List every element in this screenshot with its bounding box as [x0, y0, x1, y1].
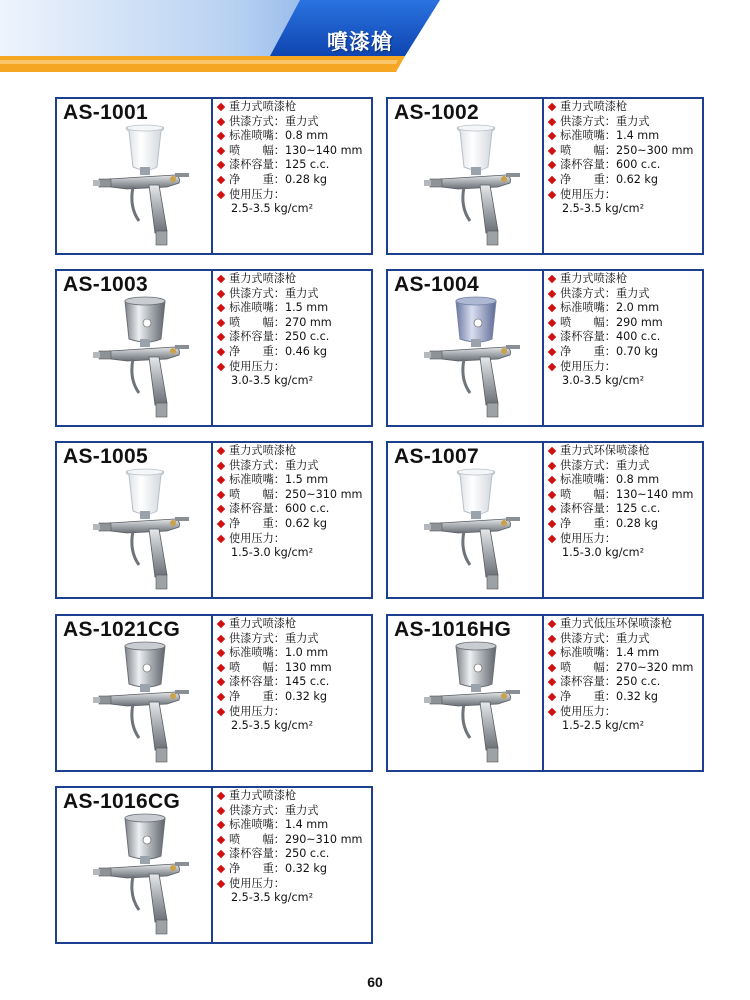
red-diamond-bullet-icon — [217, 447, 225, 455]
red-diamond-bullet-icon — [548, 447, 556, 455]
red-diamond-bullet-icon — [548, 147, 556, 155]
red-diamond-bullet-icon — [217, 678, 225, 686]
spec-value: 270 mm — [284, 315, 332, 329]
model-number: AS-1016CG — [63, 790, 181, 813]
red-diamond-bullet-icon — [217, 806, 225, 814]
product-card — [386, 614, 704, 772]
spec-label: 供漆方式： — [229, 631, 285, 645]
red-diamond-bullet-icon — [548, 362, 556, 370]
model-number: AS-1001 — [63, 101, 148, 124]
spec-label: 供漆方式： — [560, 286, 616, 300]
spec-label: 供漆方式： — [229, 458, 285, 472]
spec-value: 125 c.c. — [615, 502, 661, 516]
spec-line — [217, 360, 373, 375]
spec-label: 漆杯容量： — [560, 675, 616, 689]
spec-value: 145 c.c. — [284, 675, 330, 689]
spec-line — [548, 287, 704, 302]
red-diamond-bullet-icon — [217, 476, 225, 484]
page-title: 噴漆槍 — [327, 30, 393, 54]
spec-value: 重力式 — [284, 114, 319, 128]
spec-line — [217, 316, 373, 331]
red-diamond-bullet-icon — [217, 348, 225, 356]
page-number: 60 — [367, 974, 383, 990]
spec-line — [217, 833, 373, 848]
spec-label: 使用压力： — [560, 531, 616, 545]
spec-label: 标准喷嘴： — [229, 301, 285, 315]
spec-value: 250 c.c. — [615, 675, 661, 689]
model-number: AS-1007 — [394, 445, 479, 468]
spec-line — [217, 301, 373, 316]
spec-label: 供漆方式： — [560, 631, 616, 645]
spec-label: 喷 幅： — [229, 315, 285, 329]
spec-line — [217, 877, 373, 892]
model-number: AS-1002 — [394, 101, 479, 124]
red-diamond-bullet-icon — [548, 620, 556, 628]
spec-list — [548, 444, 704, 561]
red-diamond-bullet-icon — [548, 634, 556, 642]
spec-line — [548, 675, 704, 690]
spec-pressure-value: 3.0-3.5 kg/cm² — [231, 374, 314, 388]
spec-value: 0.32 kg — [284, 689, 327, 703]
red-diamond-bullet-icon — [217, 649, 225, 657]
spec-value: 0.28 kg — [284, 172, 327, 186]
spec-label: 重力式喷漆枪 — [229, 272, 297, 285]
spec-value: 130 mm — [284, 660, 332, 674]
spec-label: 供漆方式： — [560, 458, 616, 472]
spec-line — [217, 675, 373, 690]
spec-label: 供漆方式： — [229, 803, 285, 817]
spec-label: 喷 幅： — [229, 660, 285, 674]
red-diamond-bullet-icon — [217, 664, 225, 672]
spec-value: 0.8 mm — [615, 473, 660, 487]
red-diamond-bullet-icon — [217, 693, 225, 701]
spec-label: 喷 幅： — [560, 660, 616, 674]
product-image-area — [57, 443, 213, 597]
spec-label: 喷 幅： — [560, 487, 616, 501]
spec-label: 标准喷嘴： — [229, 473, 285, 487]
red-diamond-bullet-icon — [548, 693, 556, 701]
spec-value: 0.70 kg — [615, 344, 658, 358]
product-image-area — [57, 788, 213, 942]
spec-line — [548, 617, 704, 632]
spec-value: 400 c.c. — [615, 330, 661, 344]
red-diamond-bullet-icon — [548, 176, 556, 184]
red-diamond-bullet-icon — [548, 664, 556, 672]
spray-gun-image — [418, 640, 536, 768]
spec-value: 250~310 mm — [284, 487, 363, 501]
spec-label: 漆杯容量： — [229, 158, 285, 172]
red-diamond-bullet-icon — [217, 362, 225, 370]
spec-value: 0.32 kg — [284, 861, 327, 875]
red-diamond-bullet-icon — [217, 850, 225, 858]
red-diamond-bullet-icon — [217, 505, 225, 513]
spec-label: 供漆方式： — [560, 114, 616, 128]
red-diamond-bullet-icon — [217, 117, 225, 125]
spec-value: 0.32 kg — [615, 689, 658, 703]
red-diamond-bullet-icon — [548, 649, 556, 657]
spec-label: 喷 幅： — [560, 143, 616, 157]
spec-line — [217, 488, 373, 503]
spec-label: 漆杯容量： — [560, 330, 616, 344]
spec-line — [548, 459, 704, 474]
spec-value: 600 c.c. — [615, 158, 661, 172]
spec-line — [217, 188, 373, 203]
spec-line — [217, 661, 373, 676]
red-diamond-bullet-icon — [548, 333, 556, 341]
spec-value: 130~140 mm — [284, 143, 363, 157]
red-diamond-bullet-icon — [217, 707, 225, 715]
red-diamond-bullet-icon — [217, 634, 225, 642]
red-diamond-bullet-icon — [217, 821, 225, 829]
red-diamond-bullet-icon — [217, 865, 225, 873]
spec-value: 250 c.c. — [284, 330, 330, 344]
product-card — [55, 441, 373, 599]
spec-line — [217, 444, 373, 459]
red-diamond-bullet-icon — [217, 534, 225, 542]
spec-line — [548, 345, 704, 360]
spec-line — [217, 862, 373, 877]
spec-line — [548, 144, 704, 159]
spray-gun-image — [418, 295, 536, 423]
red-diamond-bullet-icon — [217, 461, 225, 469]
spec-line — [217, 144, 373, 159]
spec-label: 净 重： — [560, 344, 616, 358]
red-diamond-bullet-icon — [548, 476, 556, 484]
spec-line — [548, 532, 704, 547]
spec-label: 使用压力： — [229, 359, 285, 373]
spec-label: 重力式喷漆枪 — [560, 100, 628, 113]
red-diamond-bullet-icon — [217, 319, 225, 327]
spec-label: 净 重： — [229, 689, 285, 703]
spec-label: 标准喷嘴： — [229, 818, 285, 832]
spec-label: 净 重： — [229, 516, 285, 530]
spec-value: 250 c.c. — [284, 847, 330, 861]
spec-pressure-value: 2.5-3.5 kg/cm² — [231, 719, 314, 733]
spec-label: 重力式喷漆枪 — [560, 272, 628, 285]
spec-list — [548, 272, 704, 389]
product-image-area — [388, 443, 544, 597]
product-image-area — [388, 616, 544, 770]
spec-label: 漆杯容量： — [229, 675, 285, 689]
product-card — [386, 441, 704, 599]
red-diamond-bullet-icon — [548, 319, 556, 327]
spec-value: 0.28 kg — [615, 516, 658, 530]
red-diamond-bullet-icon — [548, 461, 556, 469]
spec-line — [548, 330, 704, 345]
spec-line — [548, 115, 704, 130]
spec-line — [217, 847, 373, 862]
red-diamond-bullet-icon — [548, 117, 556, 125]
spec-line — [217, 129, 373, 144]
spec-label: 重力式喷漆枪 — [229, 789, 297, 802]
spec-list — [548, 617, 704, 734]
spec-line — [548, 301, 704, 316]
red-diamond-bullet-icon — [548, 491, 556, 499]
spec-list — [217, 617, 373, 734]
product-image-area — [388, 99, 544, 253]
spec-label: 标准喷嘴： — [560, 473, 616, 487]
spec-pressure-value: 1.5-3.0 kg/cm² — [562, 546, 645, 560]
spec-list — [217, 100, 373, 217]
spec-label: 标准喷嘴： — [560, 301, 616, 315]
spec-value: 重力式 — [284, 286, 319, 300]
product-card — [386, 97, 704, 255]
spec-label: 使用压力： — [560, 704, 616, 718]
red-diamond-bullet-icon — [217, 289, 225, 297]
spec-pressure-value: 1.5-2.5 kg/cm² — [562, 719, 645, 733]
spec-line — [217, 473, 373, 488]
spec-list — [217, 789, 373, 906]
red-diamond-bullet-icon — [217, 103, 225, 111]
red-diamond-bullet-icon — [217, 879, 225, 887]
spec-line — [548, 646, 704, 661]
spec-line — [548, 705, 704, 720]
red-diamond-bullet-icon — [217, 147, 225, 155]
spec-line — [548, 188, 704, 203]
red-diamond-bullet-icon — [548, 348, 556, 356]
spec-value: 600 c.c. — [284, 502, 330, 516]
spec-value: 1.4 mm — [615, 646, 660, 660]
spec-label: 重力式低压环保喷漆枪 — [560, 617, 672, 630]
spray-gun-image — [87, 295, 205, 423]
spec-line — [548, 517, 704, 532]
red-diamond-bullet-icon — [548, 520, 556, 528]
spec-line — [217, 287, 373, 302]
spec-line — [548, 632, 704, 647]
spec-value: 2.0 mm — [615, 301, 660, 315]
spec-label: 净 重： — [560, 689, 616, 703]
model-number: AS-1021CG — [63, 618, 181, 641]
product-card — [55, 269, 373, 427]
spec-list — [217, 272, 373, 389]
spec-label: 漆杯容量： — [560, 158, 616, 172]
spec-value: 0.46 kg — [284, 344, 327, 358]
spec-line — [217, 173, 373, 188]
spec-value: 重力式 — [615, 114, 650, 128]
product-image-area — [57, 99, 213, 253]
spec-line — [217, 115, 373, 130]
spec-label: 供漆方式： — [229, 286, 285, 300]
spec-label: 使用压力： — [560, 359, 616, 373]
spec-line — [548, 661, 704, 676]
red-diamond-bullet-icon — [217, 792, 225, 800]
spec-line — [217, 818, 373, 833]
spec-label: 漆杯容量： — [229, 847, 285, 861]
spec-pressure-value: 2.5-3.5 kg/cm² — [562, 202, 645, 216]
spec-line — [548, 488, 704, 503]
product-image-area — [388, 271, 544, 425]
header-banner — [0, 0, 750, 75]
spec-label: 净 重： — [229, 861, 285, 875]
red-diamond-bullet-icon — [217, 520, 225, 528]
red-diamond-bullet-icon — [548, 190, 556, 198]
spec-value: 重力式 — [615, 458, 650, 472]
spec-pressure-value: 3.0-3.5 kg/cm² — [562, 374, 645, 388]
product-card — [55, 97, 373, 255]
spray-gun-image — [418, 123, 536, 251]
product-card — [55, 614, 373, 772]
spec-label: 重力式喷漆枪 — [229, 444, 297, 457]
spec-label: 重力式喷漆枪 — [229, 100, 297, 113]
model-number: AS-1003 — [63, 273, 148, 296]
spray-gun-image — [87, 123, 205, 251]
spec-label: 漆杯容量： — [229, 330, 285, 344]
spec-label: 使用压力： — [560, 187, 616, 201]
model-number: AS-1005 — [63, 445, 148, 468]
spec-label: 净 重： — [229, 344, 285, 358]
spec-label: 标准喷嘴： — [560, 129, 616, 143]
spec-line — [217, 646, 373, 661]
spec-value: 重力式 — [615, 631, 650, 645]
spec-label: 净 重： — [229, 172, 285, 186]
product-card — [55, 786, 373, 944]
red-diamond-bullet-icon — [548, 304, 556, 312]
spec-line — [548, 690, 704, 705]
spec-label: 漆杯容量： — [560, 502, 616, 516]
spec-line — [217, 158, 373, 173]
spec-label: 使用压力： — [229, 187, 285, 201]
spec-value: 0.62 kg — [284, 516, 327, 530]
spec-line — [217, 804, 373, 819]
spec-list — [217, 444, 373, 561]
spec-line — [217, 100, 373, 115]
spec-line — [548, 473, 704, 488]
spec-line — [217, 517, 373, 532]
spec-value: 250~300 mm — [615, 143, 694, 157]
red-diamond-bullet-icon — [217, 620, 225, 628]
spec-line — [217, 690, 373, 705]
product-image-area — [57, 616, 213, 770]
spec-line — [548, 444, 704, 459]
spec-label: 标准喷嘴： — [229, 646, 285, 660]
spec-line — [217, 705, 373, 720]
product-image-area — [57, 271, 213, 425]
spec-line — [217, 345, 373, 360]
spec-value: 1.4 mm — [615, 129, 660, 143]
spec-line — [548, 272, 704, 287]
spec-line — [217, 789, 373, 804]
spec-line — [548, 100, 704, 115]
spec-label: 重力式喷漆枪 — [229, 617, 297, 630]
spec-line — [217, 459, 373, 474]
red-diamond-bullet-icon — [548, 161, 556, 169]
spec-label: 净 重： — [560, 172, 616, 186]
red-diamond-bullet-icon — [217, 836, 225, 844]
spec-pressure-value: 2.5-3.5 kg/cm² — [231, 891, 314, 905]
red-diamond-bullet-icon — [217, 176, 225, 184]
spec-value: 重力式 — [284, 458, 319, 472]
red-diamond-bullet-icon — [548, 678, 556, 686]
spec-label: 使用压力： — [229, 704, 285, 718]
spec-label: 喷 幅： — [560, 315, 616, 329]
spec-line — [217, 330, 373, 345]
red-diamond-bullet-icon — [548, 275, 556, 283]
spray-gun-image — [87, 467, 205, 595]
spec-value: 重力式 — [284, 631, 319, 645]
model-number: AS-1016HG — [394, 618, 512, 641]
spec-label: 供漆方式： — [229, 114, 285, 128]
spec-value: 1.5 mm — [284, 473, 329, 487]
red-diamond-bullet-icon — [548, 103, 556, 111]
spec-value: 0.8 mm — [284, 129, 329, 143]
red-diamond-bullet-icon — [548, 289, 556, 297]
spec-line — [217, 502, 373, 517]
spec-line — [548, 173, 704, 188]
spec-line — [548, 129, 704, 144]
spec-value: 1.5 mm — [284, 301, 329, 315]
spec-label: 喷 幅： — [229, 487, 285, 501]
red-diamond-bullet-icon — [548, 132, 556, 140]
spec-list — [548, 100, 704, 217]
spec-value: 1.0 mm — [284, 646, 329, 660]
spec-label: 净 重： — [560, 516, 616, 530]
spec-value: 290 mm — [615, 315, 663, 329]
spec-line — [217, 632, 373, 647]
spec-value: 130~140 mm — [615, 487, 694, 501]
red-diamond-bullet-icon — [548, 707, 556, 715]
red-diamond-bullet-icon — [217, 491, 225, 499]
spec-pressure-value: 1.5-3.0 kg/cm² — [231, 546, 314, 560]
spec-line — [548, 360, 704, 375]
spec-label: 使用压力： — [229, 876, 285, 890]
spec-pressure-value: 2.5-3.5 kg/cm² — [231, 202, 314, 216]
spec-line — [217, 272, 373, 287]
spec-label: 标准喷嘴： — [560, 646, 616, 660]
spec-label: 重力式环保喷漆枪 — [560, 444, 650, 457]
red-diamond-bullet-icon — [217, 161, 225, 169]
model-number: AS-1004 — [394, 273, 479, 296]
red-diamond-bullet-icon — [548, 505, 556, 513]
spec-value: 重力式 — [284, 803, 319, 817]
red-diamond-bullet-icon — [217, 304, 225, 312]
red-diamond-bullet-icon — [217, 275, 225, 283]
spec-label: 喷 幅： — [229, 143, 285, 157]
spec-label: 漆杯容量： — [229, 502, 285, 516]
spec-value: 1.4 mm — [284, 818, 329, 832]
spray-gun-image — [87, 812, 205, 940]
spec-value: 重力式 — [615, 286, 650, 300]
spray-gun-image — [418, 467, 536, 595]
red-diamond-bullet-icon — [217, 333, 225, 341]
spec-value: 270~320 mm — [615, 660, 694, 674]
spec-label: 使用压力： — [229, 531, 285, 545]
spec-line — [217, 617, 373, 632]
spec-line — [548, 502, 704, 517]
red-diamond-bullet-icon — [217, 190, 225, 198]
spec-label: 喷 幅： — [229, 832, 285, 846]
red-diamond-bullet-icon — [217, 132, 225, 140]
spec-line — [548, 158, 704, 173]
spec-value: 125 c.c. — [284, 158, 330, 172]
spec-label: 标准喷嘴： — [229, 129, 285, 143]
product-card — [386, 269, 704, 427]
spec-value: 290~310 mm — [284, 832, 363, 846]
spec-line — [548, 316, 704, 331]
spec-line — [217, 532, 373, 547]
spec-value: 0.62 kg — [615, 172, 658, 186]
spray-gun-image — [87, 640, 205, 768]
red-diamond-bullet-icon — [548, 534, 556, 542]
